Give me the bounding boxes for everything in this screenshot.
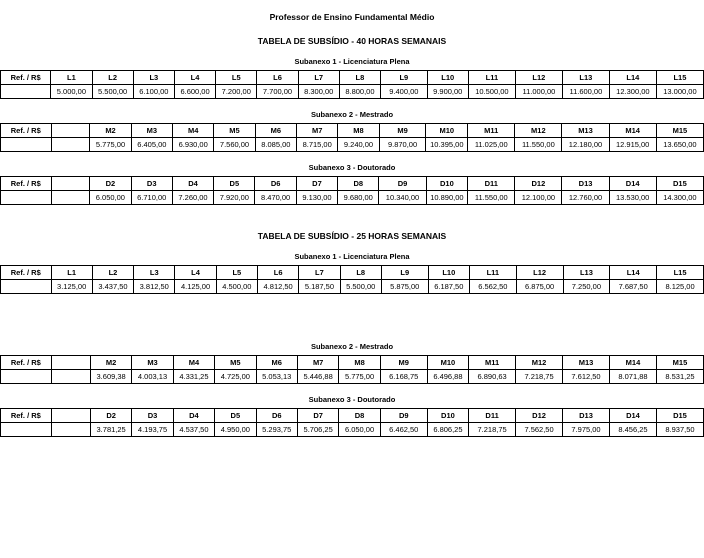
value-cell: 4.193,75 bbox=[132, 423, 173, 437]
value-cell: 6.930,00 bbox=[173, 138, 214, 152]
value-cell: 6.050,00 bbox=[90, 191, 131, 205]
value-cell: 5.000,00 bbox=[51, 85, 92, 99]
empty-cell bbox=[51, 191, 90, 205]
value-cell: 9.900,00 bbox=[427, 85, 468, 99]
table-row bbox=[1, 280, 704, 294]
column-header: D6 bbox=[256, 409, 297, 423]
column-header: M3 bbox=[132, 356, 173, 370]
value-cell: 6.100,00 bbox=[133, 85, 174, 99]
value-cell: 3.125,00 bbox=[51, 280, 92, 294]
column-header: M15 bbox=[656, 124, 703, 138]
column-header: D13 bbox=[562, 177, 609, 191]
value-cell: 6.562,50 bbox=[469, 280, 516, 294]
table-header-row bbox=[1, 356, 704, 370]
empty-cell bbox=[51, 124, 90, 138]
value-cell: 8.085,00 bbox=[255, 138, 296, 152]
column-header: M13 bbox=[562, 124, 609, 138]
ref-label: Ref. / R$ bbox=[1, 266, 52, 280]
empty-cell bbox=[51, 138, 90, 152]
value-cell: 14.300,00 bbox=[656, 191, 703, 205]
value-cell: 6.405,00 bbox=[131, 138, 172, 152]
table-40h-doutorado bbox=[0, 176, 704, 205]
value-cell: 13.650,00 bbox=[656, 138, 703, 152]
column-header: D12 bbox=[516, 409, 563, 423]
value-cell: 5.500,00 bbox=[92, 85, 133, 99]
column-header: D10 bbox=[426, 177, 468, 191]
value-cell: 9.680,00 bbox=[338, 191, 379, 205]
value-cell: 5.775,00 bbox=[90, 138, 131, 152]
column-header: L7 bbox=[299, 266, 340, 280]
column-header: L2 bbox=[92, 266, 133, 280]
column-header: M2 bbox=[90, 356, 131, 370]
value-cell: 10.890,00 bbox=[426, 191, 468, 205]
ref-label: Ref. / R$ bbox=[1, 71, 51, 85]
value-cell: 13.530,00 bbox=[609, 191, 656, 205]
table-header-row bbox=[1, 266, 704, 280]
column-header: D6 bbox=[255, 177, 296, 191]
value-cell: 3.437,50 bbox=[92, 280, 133, 294]
column-header: D11 bbox=[468, 177, 515, 191]
value-cell: 3.609,38 bbox=[90, 370, 131, 384]
subannex-title-40h-doutorado: Subanexo 3 - Doutorado bbox=[308, 163, 396, 172]
value-cell: 11.550,00 bbox=[515, 138, 562, 152]
column-header: L13 bbox=[562, 71, 609, 85]
ref-label: Ref. / R$ bbox=[1, 356, 52, 370]
column-header: L6 bbox=[257, 266, 298, 280]
table-40h-mestrado bbox=[0, 123, 704, 152]
column-header: L13 bbox=[563, 266, 610, 280]
value-cell: 11.000,00 bbox=[515, 85, 562, 99]
column-header: L5 bbox=[216, 266, 257, 280]
column-header: M12 bbox=[515, 124, 562, 138]
column-header: L4 bbox=[174, 71, 215, 85]
column-header: D8 bbox=[339, 409, 380, 423]
column-header: L15 bbox=[656, 71, 703, 85]
column-header: L4 bbox=[175, 266, 216, 280]
value-cell: 7.612,50 bbox=[563, 370, 610, 384]
value-cell: 6.600,00 bbox=[174, 85, 215, 99]
column-header: M8 bbox=[338, 124, 379, 138]
table-25h-mestrado bbox=[0, 355, 704, 384]
column-header: M5 bbox=[214, 124, 255, 138]
column-header: L11 bbox=[468, 71, 515, 85]
table-row bbox=[1, 370, 704, 384]
column-header: L5 bbox=[216, 71, 257, 85]
value-cell: 7.250,00 bbox=[563, 280, 610, 294]
value-cell: 7.560,00 bbox=[214, 138, 255, 152]
column-header: M7 bbox=[297, 356, 338, 370]
value-cell: 6.496,88 bbox=[427, 370, 468, 384]
section-title-40h: TABELA DE SUBSÍDIO - 40 HORAS SEMANAIS bbox=[257, 36, 447, 46]
column-header: M11 bbox=[468, 124, 515, 138]
column-header: L14 bbox=[609, 71, 656, 85]
table-25h-licenciatura bbox=[0, 265, 704, 294]
column-header: M9 bbox=[379, 124, 426, 138]
column-header: L9 bbox=[381, 266, 428, 280]
value-cell: 4.125,00 bbox=[175, 280, 216, 294]
empty-cell bbox=[51, 356, 90, 370]
value-cell: 11.550,00 bbox=[468, 191, 515, 205]
column-header: D10 bbox=[427, 409, 468, 423]
subannex-title-25h-doutorado: Subanexo 3 - Doutorado bbox=[308, 395, 396, 404]
column-header: L6 bbox=[257, 71, 298, 85]
column-header: M15 bbox=[656, 356, 703, 370]
value-cell: 5.293,75 bbox=[256, 423, 297, 437]
column-header: M4 bbox=[173, 356, 214, 370]
column-header: M13 bbox=[563, 356, 610, 370]
column-header: L8 bbox=[339, 71, 380, 85]
value-cell: 6.710,00 bbox=[131, 191, 172, 205]
value-cell: 7.562,50 bbox=[516, 423, 563, 437]
subannex-title-25h-licenciatura: Subanexo 1 - Licenciatura Plena bbox=[294, 252, 410, 261]
value-cell: 6.187,50 bbox=[428, 280, 469, 294]
column-header: D14 bbox=[609, 177, 656, 191]
value-cell: 7.700,00 bbox=[257, 85, 298, 99]
value-cell: 6.050,00 bbox=[339, 423, 380, 437]
value-cell: 6.875,00 bbox=[516, 280, 563, 294]
value-cell: 4.950,00 bbox=[215, 423, 256, 437]
section-title-25h: TABELA DE SUBSÍDIO - 25 HORAS SEMANAIS bbox=[257, 231, 447, 241]
value-cell: 5.875,00 bbox=[381, 280, 428, 294]
value-cell: 10.395,00 bbox=[426, 138, 468, 152]
table-header-row bbox=[1, 124, 704, 138]
ref-label: Ref. / R$ bbox=[1, 409, 52, 423]
value-cell: 5.775,00 bbox=[339, 370, 380, 384]
column-header: D9 bbox=[380, 409, 427, 423]
column-header: D4 bbox=[172, 177, 213, 191]
column-header: M9 bbox=[380, 356, 427, 370]
column-header: D5 bbox=[214, 177, 255, 191]
column-header: L15 bbox=[657, 266, 704, 280]
value-cell: 3.781,25 bbox=[90, 423, 131, 437]
column-header: L8 bbox=[340, 266, 381, 280]
column-header: D13 bbox=[563, 409, 610, 423]
column-header: D8 bbox=[338, 177, 379, 191]
ref-label: Ref. / R$ bbox=[1, 124, 52, 138]
value-cell: 7.218,75 bbox=[516, 370, 563, 384]
column-header: M12 bbox=[516, 356, 563, 370]
column-header: L14 bbox=[610, 266, 657, 280]
value-cell: 6.462,50 bbox=[380, 423, 427, 437]
table-header-row bbox=[1, 177, 704, 191]
value-cell: 3.812,50 bbox=[134, 280, 175, 294]
empty-cell bbox=[51, 423, 90, 437]
value-cell: 12.100,00 bbox=[515, 191, 562, 205]
column-header: M10 bbox=[427, 356, 468, 370]
value-cell: 4.500,00 bbox=[216, 280, 257, 294]
value-cell: 8.470,00 bbox=[255, 191, 296, 205]
column-header: L10 bbox=[428, 266, 469, 280]
value-cell: 10.500,00 bbox=[468, 85, 515, 99]
value-cell: 9.870,00 bbox=[379, 138, 426, 152]
column-header: L1 bbox=[51, 71, 92, 85]
column-header: M4 bbox=[173, 124, 214, 138]
table-row bbox=[1, 191, 704, 205]
value-cell: 7.260,00 bbox=[172, 191, 213, 205]
column-header: M3 bbox=[131, 124, 172, 138]
column-header: D9 bbox=[379, 177, 426, 191]
value-cell: 9.400,00 bbox=[381, 85, 428, 99]
column-header: D7 bbox=[296, 177, 337, 191]
column-header: D12 bbox=[515, 177, 562, 191]
column-header: D4 bbox=[173, 409, 214, 423]
column-header: D5 bbox=[215, 409, 256, 423]
value-cell: 7.687,50 bbox=[610, 280, 657, 294]
column-header: D7 bbox=[297, 409, 338, 423]
subannex-title-25h-mestrado: Subanexo 2 - Mestrado bbox=[310, 342, 394, 351]
column-header: M14 bbox=[609, 124, 656, 138]
value-cell: 4.725,00 bbox=[215, 370, 256, 384]
table-header-row bbox=[1, 409, 704, 423]
column-header: L7 bbox=[298, 71, 339, 85]
document-page bbox=[0, 12, 704, 558]
table-40h-licenciatura bbox=[0, 70, 704, 99]
value-cell: 4.537,50 bbox=[173, 423, 214, 437]
column-header: D15 bbox=[656, 409, 703, 423]
empty-cell bbox=[1, 85, 51, 99]
value-cell: 7.920,00 bbox=[214, 191, 255, 205]
value-cell: 7.218,75 bbox=[469, 423, 516, 437]
column-header: M10 bbox=[426, 124, 468, 138]
value-cell: 8.071,88 bbox=[609, 370, 656, 384]
table-row bbox=[1, 85, 704, 99]
column-header: L11 bbox=[469, 266, 516, 280]
document-header: Professor de Ensino Fundamental Médio bbox=[269, 12, 435, 22]
value-cell: 8.800,00 bbox=[339, 85, 380, 99]
column-header: M2 bbox=[90, 124, 131, 138]
column-header: D2 bbox=[90, 409, 131, 423]
column-header: D15 bbox=[656, 177, 703, 191]
value-cell: 12.300,00 bbox=[609, 85, 656, 99]
value-cell: 12.915,00 bbox=[609, 138, 656, 152]
value-cell: 12.180,00 bbox=[562, 138, 609, 152]
value-cell: 8.531,25 bbox=[656, 370, 703, 384]
value-cell: 8.937,50 bbox=[656, 423, 703, 437]
subannex-title-40h-licenciatura: Subanexo 1 - Licenciatura Plena bbox=[294, 57, 410, 66]
column-header: L10 bbox=[427, 71, 468, 85]
table-header-row bbox=[1, 71, 704, 85]
value-cell: 4.003,13 bbox=[132, 370, 173, 384]
empty-cell bbox=[51, 409, 90, 423]
column-header: L9 bbox=[381, 71, 428, 85]
column-header: L3 bbox=[133, 71, 174, 85]
column-header: D11 bbox=[469, 409, 516, 423]
column-header: L2 bbox=[92, 71, 133, 85]
column-header: D2 bbox=[90, 177, 131, 191]
column-header: D3 bbox=[131, 177, 172, 191]
value-cell: 8.456,25 bbox=[609, 423, 656, 437]
value-cell: 9.240,00 bbox=[338, 138, 379, 152]
value-cell: 10.340,00 bbox=[379, 191, 426, 205]
value-cell: 5.706,25 bbox=[297, 423, 338, 437]
table-row bbox=[1, 423, 704, 437]
column-header: D14 bbox=[609, 409, 656, 423]
empty-cell bbox=[1, 370, 52, 384]
empty-cell bbox=[1, 280, 52, 294]
value-cell: 5.187,50 bbox=[299, 280, 340, 294]
value-cell: 12.760,00 bbox=[562, 191, 609, 205]
subannex-title-40h-mestrado: Subanexo 2 - Mestrado bbox=[310, 110, 394, 119]
value-cell: 6.806,25 bbox=[427, 423, 468, 437]
value-cell: 11.600,00 bbox=[562, 85, 609, 99]
value-cell: 6.890,63 bbox=[469, 370, 516, 384]
value-cell: 5.500,00 bbox=[340, 280, 381, 294]
table-row bbox=[1, 138, 704, 152]
column-header: L12 bbox=[516, 266, 563, 280]
column-header: M5 bbox=[215, 356, 256, 370]
column-header: M7 bbox=[297, 124, 338, 138]
value-cell: 4.331,25 bbox=[173, 370, 214, 384]
table-25h-doutorado bbox=[0, 408, 704, 437]
column-header: M8 bbox=[339, 356, 380, 370]
empty-cell bbox=[1, 138, 52, 152]
value-cell: 6.168,75 bbox=[380, 370, 427, 384]
column-header: L1 bbox=[51, 266, 92, 280]
empty-cell bbox=[1, 423, 52, 437]
value-cell: 5.053,13 bbox=[256, 370, 297, 384]
value-cell: 8.715,00 bbox=[297, 138, 338, 152]
column-header: D3 bbox=[132, 409, 173, 423]
column-header: M6 bbox=[255, 124, 296, 138]
empty-cell bbox=[51, 177, 90, 191]
value-cell: 7.975,00 bbox=[563, 423, 610, 437]
value-cell: 8.125,00 bbox=[657, 280, 704, 294]
value-cell: 8.300,00 bbox=[298, 85, 339, 99]
empty-cell bbox=[1, 191, 52, 205]
column-header: L3 bbox=[134, 266, 175, 280]
column-header: M14 bbox=[609, 356, 656, 370]
ref-label: Ref. / R$ bbox=[1, 177, 52, 191]
value-cell: 11.025,00 bbox=[468, 138, 515, 152]
value-cell: 5.446,88 bbox=[297, 370, 338, 384]
value-cell: 7.200,00 bbox=[216, 85, 257, 99]
column-header: L12 bbox=[515, 71, 562, 85]
column-header: M11 bbox=[469, 356, 516, 370]
value-cell: 13.000,00 bbox=[656, 85, 703, 99]
value-cell: 4.812,50 bbox=[257, 280, 298, 294]
value-cell: 9.130,00 bbox=[296, 191, 337, 205]
empty-cell bbox=[51, 370, 90, 384]
column-header: M6 bbox=[256, 356, 297, 370]
